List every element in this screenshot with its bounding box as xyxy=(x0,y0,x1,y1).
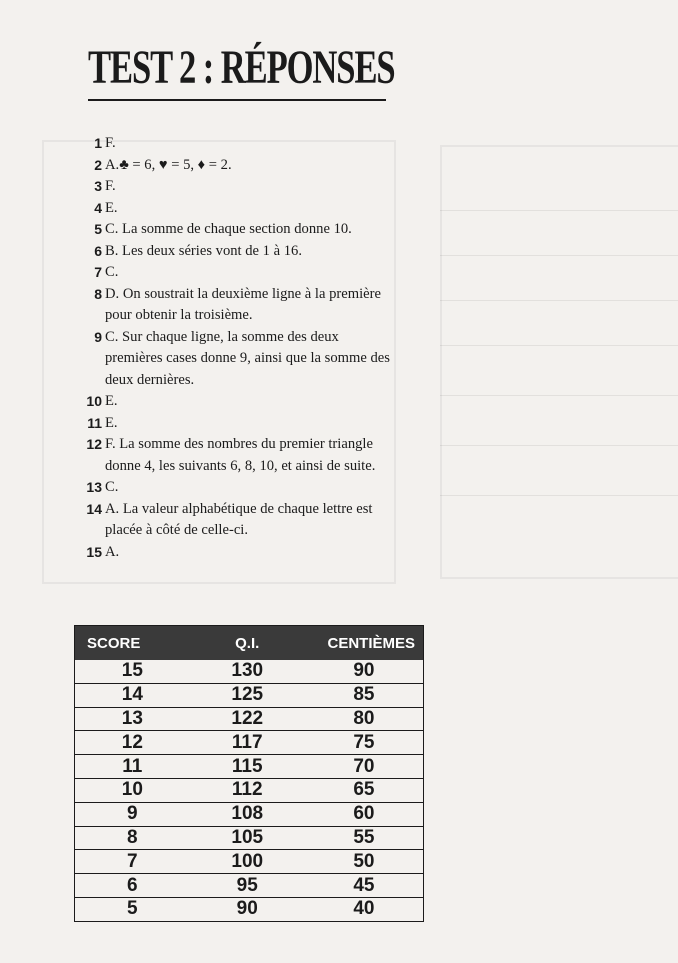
answer-number: 6 xyxy=(94,242,102,259)
cell-centiemes: 55 xyxy=(305,826,424,850)
answer-text: placée à côté de celle-ci. xyxy=(105,522,248,538)
answer-item xyxy=(70,348,440,370)
cell-score: 9 xyxy=(75,802,190,826)
answer-item xyxy=(70,520,440,542)
title-underline xyxy=(88,99,386,101)
cell-qi: 112 xyxy=(190,778,305,802)
answer-item xyxy=(70,413,440,435)
answer-item xyxy=(70,434,440,456)
table-row xyxy=(75,850,424,874)
cell-centiemes: 75 xyxy=(305,731,424,755)
answer-item xyxy=(70,241,440,263)
page-title: TEST 2 : RÉPONSES xyxy=(88,41,395,94)
answer-item xyxy=(70,391,440,413)
cell-score: 10 xyxy=(75,778,190,802)
cell-score: 8 xyxy=(75,826,190,850)
cell-centiemes: 50 xyxy=(305,850,424,874)
answer-number: 4 xyxy=(94,199,102,216)
cell-centiemes: 80 xyxy=(305,707,424,731)
answers-list xyxy=(70,133,440,563)
answer-text: E. xyxy=(105,393,118,409)
cell-qi: 130 xyxy=(190,660,305,683)
answer-number xyxy=(70,520,105,542)
answer-item xyxy=(70,198,440,220)
score-table-header xyxy=(75,626,424,661)
cell-score: 5 xyxy=(127,898,138,920)
cell-score: 13 xyxy=(75,707,190,731)
table-row xyxy=(75,826,424,850)
show-through-line xyxy=(440,495,678,496)
answer-number: 10 xyxy=(86,393,102,409)
cell-centiemes: 40 xyxy=(353,898,375,920)
answer-item xyxy=(70,456,440,478)
answer-item xyxy=(70,133,440,155)
cell-score: 15 xyxy=(75,660,190,683)
table-row xyxy=(75,874,424,898)
table-row xyxy=(75,897,424,921)
cell-qi: 95 xyxy=(190,874,305,898)
answer-number: 11 xyxy=(87,414,102,431)
answer-text: D. On soustrait la deuxième ligne à la première xyxy=(105,285,381,302)
answer-item xyxy=(70,219,440,241)
answer-text: pour obtenir la troisième. xyxy=(105,307,253,323)
cell-score: 6 xyxy=(75,874,190,898)
answer-number: 8 xyxy=(94,285,102,302)
header-qi: Q.I. xyxy=(190,626,305,661)
table-row xyxy=(75,802,424,826)
cell-qi: 100 xyxy=(190,850,305,874)
cell-score: 12 xyxy=(75,731,190,755)
answer-text: F. La somme des nombres du premier triangle xyxy=(105,436,373,452)
cell-centiemes: 90 xyxy=(305,660,424,683)
cell-qi: 117 xyxy=(190,731,305,755)
table-row xyxy=(75,778,424,802)
answer-text: F. xyxy=(105,178,116,194)
table-row xyxy=(75,660,424,683)
answer-item xyxy=(70,542,440,564)
cell-centiemes: 65 xyxy=(305,778,424,802)
answer-text: C. xyxy=(105,264,119,280)
answer-text: E. xyxy=(105,199,118,216)
answer-text: A. xyxy=(105,543,120,560)
answer-item xyxy=(70,499,440,521)
cell-centiemes: 60 xyxy=(305,802,424,826)
table-row xyxy=(75,755,424,779)
header-score: SCORE xyxy=(75,626,190,661)
answer-text: donne 4, les suivants 6, 8, 10, et ainsi de suite. xyxy=(105,457,376,474)
answer-number xyxy=(70,370,105,392)
answer-number xyxy=(70,305,105,327)
answer-number: 1 xyxy=(94,135,102,151)
answer-number: 2 xyxy=(94,156,102,173)
answer-item xyxy=(70,262,440,284)
answer-text: C. La somme de chaque section donne 10. xyxy=(105,221,352,237)
cell-centiemes: 85 xyxy=(305,683,424,707)
cell-score: 14 xyxy=(75,683,190,707)
answer-number xyxy=(70,456,105,478)
answer-number: 3 xyxy=(94,178,102,194)
answer-item xyxy=(70,327,440,349)
show-through-line xyxy=(440,445,678,446)
answer-item xyxy=(70,305,440,327)
answer-number: 9 xyxy=(94,328,102,345)
answer-text: C. xyxy=(105,479,119,495)
show-through-line xyxy=(440,255,678,256)
show-through-line xyxy=(440,345,678,346)
answer-item xyxy=(70,155,440,177)
answer-item xyxy=(70,370,440,392)
cell-score: 7 xyxy=(75,850,190,874)
answer-item xyxy=(70,477,440,499)
answer-text: A. La valeur alphabétique de chaque lettre est xyxy=(105,500,373,517)
answer-number: 15 xyxy=(86,543,102,560)
cell-centiemes: 70 xyxy=(305,755,424,779)
score-table xyxy=(74,625,424,922)
header-centiemes: CENTIÈMES xyxy=(305,626,424,661)
answer-number: 13 xyxy=(86,479,102,495)
answer-text: deux dernières. xyxy=(105,371,195,388)
cell-centiemes: 45 xyxy=(305,874,424,898)
answer-number: 5 xyxy=(94,221,102,237)
answer-number: 7 xyxy=(94,264,102,280)
table-row xyxy=(75,683,424,707)
answer-text: B. Les deux séries vont de 1 à 16. xyxy=(105,242,302,259)
table-row xyxy=(75,731,424,755)
answer-text: F. xyxy=(105,135,116,151)
answer-item xyxy=(70,284,440,306)
answer-number xyxy=(70,348,105,370)
table-row xyxy=(75,707,424,731)
cell-qi: 115 xyxy=(190,755,305,779)
answer-text: E. xyxy=(105,414,118,431)
cell-score: 11 xyxy=(75,755,190,779)
cell-qi: 122 xyxy=(190,707,305,731)
show-through-line xyxy=(440,300,678,301)
answer-number: 12 xyxy=(86,436,102,452)
answer-item xyxy=(70,176,440,198)
answer-text: premières cases donne 9, ainsi que la somme des xyxy=(105,350,390,366)
cell-qi: 125 xyxy=(190,683,305,707)
answer-text: C. Sur chaque ligne, la somme des deux xyxy=(105,328,339,345)
cell-qi: 90 xyxy=(236,898,258,920)
answer-number: 14 xyxy=(86,500,102,517)
answer-text: A.♣ = 6, ♥ = 5, ♦ = 2. xyxy=(105,156,232,173)
cell-qi: 108 xyxy=(190,802,305,826)
cell-qi: 105 xyxy=(190,826,305,850)
show-through-line xyxy=(440,395,678,396)
show-through-line xyxy=(440,210,678,211)
